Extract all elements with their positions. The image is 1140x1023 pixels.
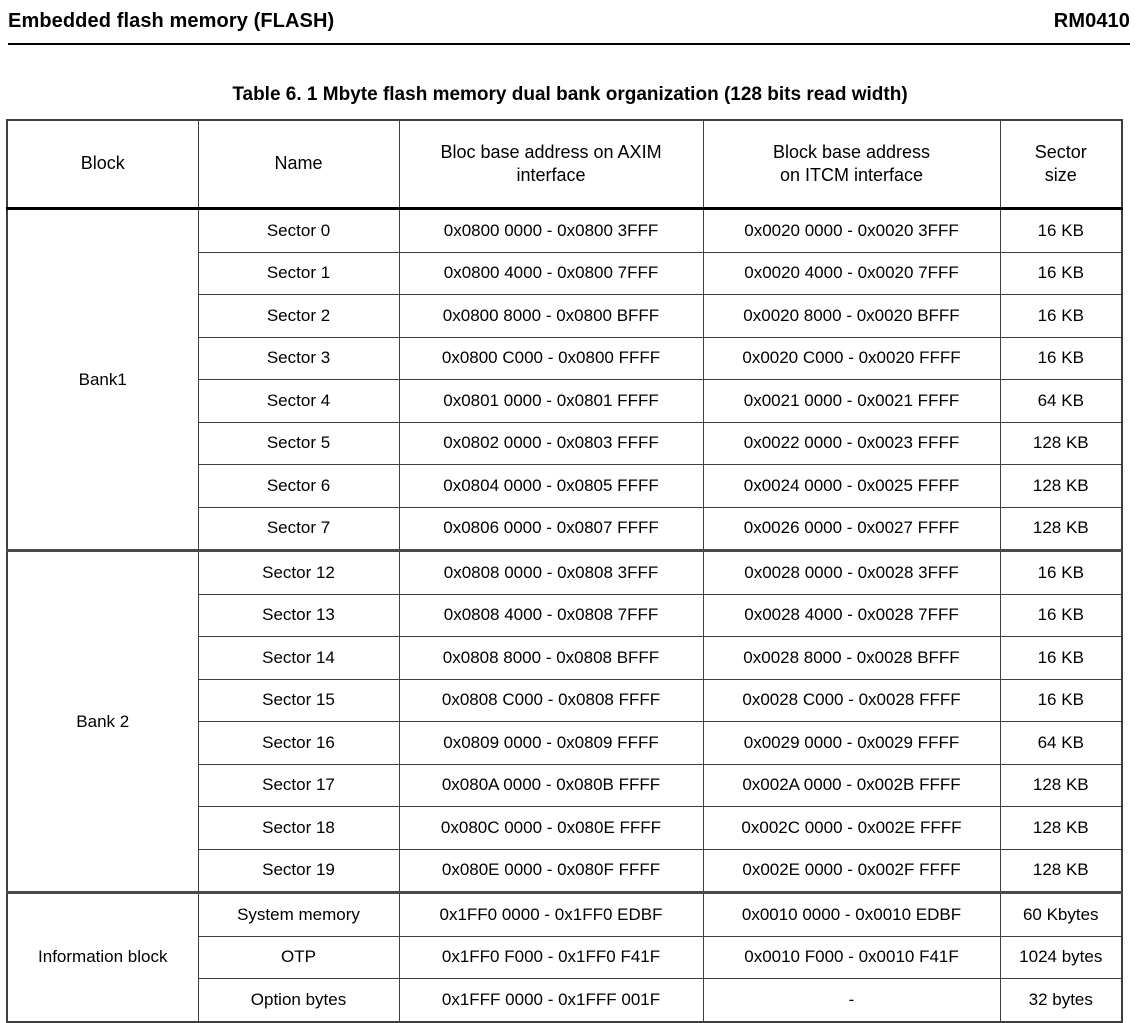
cell-axim-address: 0x0809 0000 - 0x0809 FFFF (399, 722, 703, 765)
cell-name: System memory (198, 893, 399, 937)
cell-itcm-address: 0x002A 0000 - 0x002B FFFF (703, 764, 1000, 807)
column-header-itcm-line1: Block base address (772, 141, 931, 162)
cell-itcm-address: 0x0028 8000 - 0x0028 BFFF (703, 637, 1000, 680)
cell-axim-address: 0x080C 0000 - 0x080E FFFF (399, 807, 703, 850)
cell-itcm-address: 0x0020 C000 - 0x0020 FFFF (703, 337, 1000, 380)
cell-sector-size: 16 KB (1000, 551, 1122, 595)
cell-name: Sector 15 (198, 679, 399, 722)
cell-sector-size: 16 KB (1000, 337, 1122, 380)
cell-itcm-address: 0x0028 C000 - 0x0028 FFFF (703, 679, 1000, 722)
cell-axim-address: 0x0800 0000 - 0x0800 3FFF (399, 209, 703, 253)
cell-name: Sector 12 (198, 551, 399, 595)
cell-itcm-address: 0x0020 8000 - 0x0020 BFFF (703, 295, 1000, 338)
cell-axim-address: 0x0808 4000 - 0x0808 7FFF (399, 594, 703, 637)
cell-axim-address: 0x1FF0 F000 - 0x1FF0 F41F (399, 936, 703, 979)
cell-sector-size: 1024 bytes (1000, 936, 1122, 979)
block-group-label: Information block (7, 893, 198, 1022)
cell-sector-size: 16 KB (1000, 637, 1122, 680)
cell-name: Option bytes (198, 979, 399, 1022)
cell-name: Sector 3 (198, 337, 399, 380)
cell-name: Sector 0 (198, 209, 399, 253)
cell-name: Sector 5 (198, 422, 399, 465)
cell-name: Sector 6 (198, 465, 399, 508)
page-header-rule (8, 43, 1130, 45)
cell-sector-size: 16 KB (1000, 679, 1122, 722)
cell-itcm-address: 0x0024 0000 - 0x0025 FFFF (703, 465, 1000, 508)
column-header-axim-line1: Bloc base address on AXIM (440, 141, 662, 162)
column-header-sector-size (1000, 120, 1122, 209)
cell-itcm-address: 0x0020 4000 - 0x0020 7FFF (703, 252, 1000, 295)
table-head (7, 120, 1122, 209)
column-header-size-line2: size (1044, 165, 1077, 185)
cell-name: Sector 13 (198, 594, 399, 637)
block-group-label: Bank 2 (7, 551, 198, 893)
page-header-title: Embedded flash memory (FLASH) (8, 9, 335, 32)
column-header-name: Name (198, 120, 399, 209)
table-body (7, 209, 1122, 1022)
cell-sector-size: 128 KB (1000, 465, 1122, 508)
block-group-label: Bank1 (7, 209, 198, 551)
cell-sector-size: 16 KB (1000, 252, 1122, 295)
cell-sector-size: 64 KB (1000, 722, 1122, 765)
cell-axim-address: 0x0808 C000 - 0x0808 FFFF (399, 679, 703, 722)
cell-axim-address: 0x0800 8000 - 0x0800 BFFF (399, 295, 703, 338)
cell-axim-address: 0x1FFF 0000 - 0x1FFF 001F (399, 979, 703, 1022)
flash-memory-organization-table (6, 119, 1123, 1023)
cell-sector-size: 128 KB (1000, 764, 1122, 807)
cell-name: Sector 1 (198, 252, 399, 295)
page-header-doc-id: RM0410 (1053, 9, 1130, 32)
cell-itcm-address: 0x0010 F000 - 0x0010 F41F (703, 936, 1000, 979)
cell-axim-address: 0x0808 0000 - 0x0808 3FFF (399, 551, 703, 595)
cell-name: Sector 19 (198, 849, 399, 893)
cell-sector-size: 16 KB (1000, 295, 1122, 338)
cell-itcm-address: 0x0020 0000 - 0x0020 3FFF (703, 209, 1000, 253)
column-header-size-line1: Sector (1034, 141, 1087, 162)
table-row (7, 551, 1122, 595)
cell-itcm-address: - (703, 979, 1000, 1022)
cell-axim-address: 0x0800 C000 - 0x0800 FFFF (399, 337, 703, 380)
column-header-axim-address (399, 120, 703, 209)
cell-axim-address: 0x0801 0000 - 0x0801 FFFF (399, 380, 703, 423)
cell-name: Sector 14 (198, 637, 399, 680)
cell-itcm-address: 0x0021 0000 - 0x0021 FFFF (703, 380, 1000, 423)
cell-sector-size: 128 KB (1000, 849, 1122, 893)
cell-sector-size: 16 KB (1000, 594, 1122, 637)
column-header-itcm-line2: on ITCM interface (779, 165, 924, 185)
cell-name: Sector 16 (198, 722, 399, 765)
table-row (7, 893, 1122, 937)
cell-itcm-address: 0x0028 0000 - 0x0028 3FFF (703, 551, 1000, 595)
page-header (8, 6, 1130, 36)
cell-name: Sector 2 (198, 295, 399, 338)
cell-name: Sector 4 (198, 380, 399, 423)
cell-itcm-address: 0x0022 0000 - 0x0023 FFFF (703, 422, 1000, 465)
cell-axim-address: 0x0808 8000 - 0x0808 BFFF (399, 637, 703, 680)
cell-axim-address: 0x0802 0000 - 0x0803 FFFF (399, 422, 703, 465)
cell-sector-size: 128 KB (1000, 807, 1122, 850)
column-header-itcm-address (703, 120, 1000, 209)
column-header-block: Block (7, 120, 198, 209)
cell-axim-address: 0x080A 0000 - 0x080B FFFF (399, 764, 703, 807)
cell-sector-size: 16 KB (1000, 209, 1122, 253)
cell-name: Sector 17 (198, 764, 399, 807)
cell-axim-address: 0x0800 4000 - 0x0800 7FFF (399, 252, 703, 295)
cell-name: Sector 7 (198, 507, 399, 551)
cell-name: Sector 18 (198, 807, 399, 850)
cell-itcm-address: 0x0028 4000 - 0x0028 7FFF (703, 594, 1000, 637)
cell-axim-address: 0x0804 0000 - 0x0805 FFFF (399, 465, 703, 508)
cell-sector-size: 128 KB (1000, 422, 1122, 465)
cell-itcm-address: 0x0010 0000 - 0x0010 EDBF (703, 893, 1000, 937)
cell-sector-size: 32 bytes (1000, 979, 1122, 1022)
cell-sector-size: 128 KB (1000, 507, 1122, 551)
cell-axim-address: 0x1FF0 0000 - 0x1FF0 EDBF (399, 893, 703, 937)
table-caption: Table 6. 1 Mbyte flash memory dual bank organization (128 bits read width) (232, 84, 908, 105)
table-row (7, 209, 1122, 253)
cell-itcm-address: 0x002C 0000 - 0x002E FFFF (703, 807, 1000, 850)
table-header-row (7, 120, 1122, 209)
cell-itcm-address: 0x0029 0000 - 0x0029 FFFF (703, 722, 1000, 765)
cell-itcm-address: 0x0026 0000 - 0x0027 FFFF (703, 507, 1000, 551)
table-container (6, 119, 1121, 1023)
cell-axim-address: 0x080E 0000 - 0x080F FFFF (399, 849, 703, 893)
column-header-axim-line2: interface (516, 165, 586, 185)
cell-itcm-address: 0x002E 0000 - 0x002F FFFF (703, 849, 1000, 893)
cell-sector-size: 60 Kbytes (1000, 893, 1122, 937)
cell-name: OTP (198, 936, 399, 979)
cell-sector-size: 64 KB (1000, 380, 1122, 423)
cell-axim-address: 0x0806 0000 - 0x0807 FFFF (399, 507, 703, 551)
